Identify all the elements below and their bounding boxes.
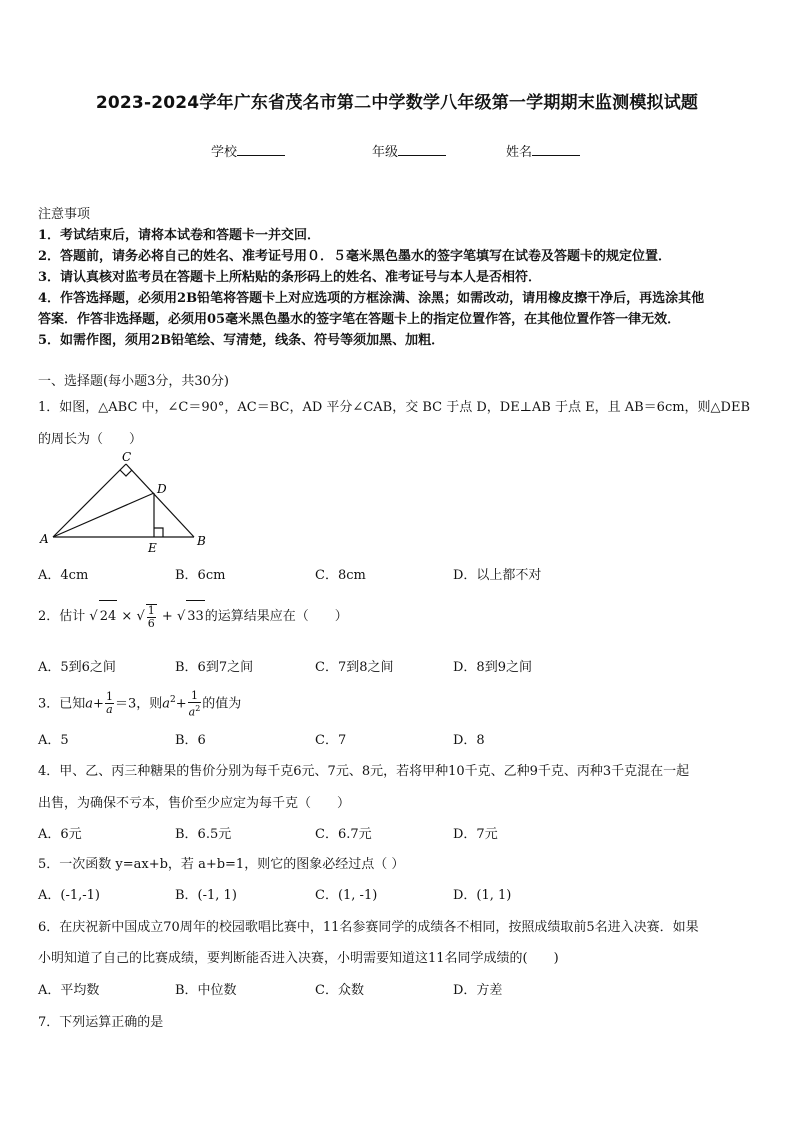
question-3-text <box>38 684 241 720</box>
question-1-text-cont: 的周长为（ ） <box>38 432 143 447</box>
q3-option-c: C．7 <box>315 733 347 748</box>
side-ac <box>53 464 126 537</box>
right-angle-mark-e <box>154 528 163 537</box>
sqrt-sign-icon: √ <box>136 609 145 624</box>
q2-radicand-1: 24 <box>99 600 118 633</box>
q6-option-c: C．众数 <box>315 983 364 998</box>
vertex-label-c: C <box>122 450 132 464</box>
q4-option-c: C．6.7元 <box>315 827 372 842</box>
q3-frac2-den-var: a <box>188 705 196 719</box>
vertex-label-b: B <box>197 534 206 548</box>
q6-option-a: A．平均数 <box>38 983 100 998</box>
q1-option-c: C．8cm <box>315 568 366 583</box>
vertex-label-d: D <box>157 482 167 496</box>
q2-prefix: 2．估计 <box>38 609 86 624</box>
q3-option-b: B．6 <box>175 733 206 748</box>
q3-plus-2: + <box>175 696 187 712</box>
question-2-text <box>38 600 348 633</box>
q3-fraction-2 <box>188 690 202 719</box>
section-heading: 一、选择题(每小题3分，共30分) <box>38 374 229 389</box>
q4-option-d: D．7元 <box>453 827 498 842</box>
q3-exp: 2 <box>170 695 176 705</box>
grade-field <box>372 141 446 160</box>
q3-var-a: a <box>85 696 94 712</box>
school-label: 学校 <box>211 145 238 160</box>
question-5-text: 5．一次函数 y=ax+b，若 a+b=1，则它的图象必经过点（ ） <box>38 857 405 872</box>
school-blank <box>237 143 285 156</box>
page-title: 2023-2024学年广东省茂名市第二中学数学八年级第一学期期末监测模拟试题 <box>95 93 699 113</box>
q2-times: × <box>121 609 133 624</box>
q2-radicand-2: 33 <box>186 600 205 633</box>
notice-item: 1．考试结束后，请将本试卷和答题卡一并交回． <box>38 228 321 243</box>
question-6-text-cont: 小明知道了自己的比赛成绩，要判断能否进入决赛，小明需要知道这11名同学成绩的( ) <box>38 951 559 966</box>
grade-blank <box>398 143 446 156</box>
notice-heading: 注意事项 <box>38 207 91 222</box>
segment-ad <box>53 493 154 537</box>
q5-option-b: B．(-1, 1) <box>175 888 237 903</box>
q2-option-b: B．6到7之间 <box>175 660 254 675</box>
q2-option-a: A．5到6之间 <box>38 660 116 675</box>
question-7-text: 7．下列运算正确的是 <box>38 1015 164 1030</box>
q2-option-d: D．8到9之间 <box>453 660 532 675</box>
q6-option-d: D．方差 <box>453 983 503 998</box>
q3-frac2-den-exp: 2 <box>195 703 201 713</box>
q1-option-a: A．4cm <box>38 568 89 583</box>
vertex-label-a: A <box>40 532 49 546</box>
q2-plus: + <box>161 609 173 624</box>
q3-frac1-den: a <box>106 703 113 717</box>
q3-frac1-num: 1 <box>105 690 113 704</box>
q2-fraction <box>146 604 157 630</box>
sqrt-sign-icon: √ <box>89 609 98 624</box>
q2-option-c: C．7到8之间 <box>315 660 394 675</box>
q3-option-d: D．8 <box>453 733 485 748</box>
sqrt-sign-icon: √ <box>176 609 186 624</box>
grade-label: 年级 <box>372 145 399 160</box>
question-6-text: 6．在庆祝新中国成立70周年的校园歌唱比赛中，11名参赛同学的成绩各不相同，按照成绩取前5名进入决赛．如果 <box>38 920 699 935</box>
name-label: 姓名 <box>506 145 533 160</box>
q3-suffix: 的值为 <box>202 696 242 712</box>
q1-option-d: D．以上都不对 <box>453 568 542 583</box>
name-field <box>506 141 580 160</box>
right-angle-mark-c <box>120 470 132 476</box>
question-1-text: 1．如图，△ABC 中，∠C＝90°，AC＝BC，AD 平分∠CAB，交 BC 于点 D，DE⊥AB 于点 E，且 AB＝6cm，则△DEB <box>38 400 751 415</box>
question-4-text: 4．甲、乙、丙三种糖果的售价分别为每千克6元、7元、8元，若将甲种10千克、乙种9千克、丙种3千克混在一起 <box>38 764 690 779</box>
q2-frac-num: 1 <box>147 603 155 617</box>
notice-item: 2．答题前，请务必将自己的姓名、准考证号用０．５毫米黑色墨水的签字笔填写在试卷及答题卡的规定位置． <box>38 249 672 264</box>
q3-option-a: A．5 <box>38 733 69 748</box>
q4-option-a: A．6元 <box>38 827 82 842</box>
q5-option-c: C．(1, -1) <box>315 888 378 903</box>
name-blank <box>532 143 580 156</box>
q3-var-a2: a <box>162 696 170 712</box>
q5-option-a: A．(-1,-1) <box>38 888 100 903</box>
q3-fraction-1 <box>105 691 114 716</box>
notice-item: 5．如需作图，须用2B铅笔绘、写清楚，线条、符号等须加黑、加粗． <box>38 333 445 348</box>
q3-eq: ＝3，则 <box>114 696 163 712</box>
triangle-figure <box>36 446 216 558</box>
notice-item: 4．作答选择题，必须用2B铅笔将答题卡上对应选项的方框涂满、涂黑；如需改动，请用橡皮擦干净后，再选涂其他 <box>38 291 705 306</box>
q3-prefix: 3．已知 <box>38 696 86 712</box>
vertex-label-e: E <box>148 541 157 555</box>
q4-option-b: B．6.5元 <box>175 827 232 842</box>
notice-item: 3．请认真核对监考员在答题卡上所粘贴的条形码上的姓名、准考证号与本人是否相符． <box>38 270 542 285</box>
q3-plus-1: + <box>93 696 104 712</box>
q3-frac2-num: 1 <box>188 690 202 703</box>
q6-option-b: B．中位数 <box>175 983 237 998</box>
q3-frac2-den <box>188 703 202 719</box>
q1-option-b: B．6cm <box>175 568 226 583</box>
notice-item: 答案．作答非选择题，必须用05毫米黑色墨水的签字笔在答题卡上的指定位置作答，在其他位置作答一律无效． <box>38 312 681 327</box>
q2-frac-den: 6 <box>147 616 155 630</box>
q5-option-d: D．(1, 1) <box>453 888 512 903</box>
question-4-text-cont: 出售，为确保不亏本，售价至少应定为每千克（ ） <box>38 796 351 811</box>
q2-suffix: 的运算结果应在（ ） <box>204 609 348 624</box>
school-field <box>211 141 285 160</box>
